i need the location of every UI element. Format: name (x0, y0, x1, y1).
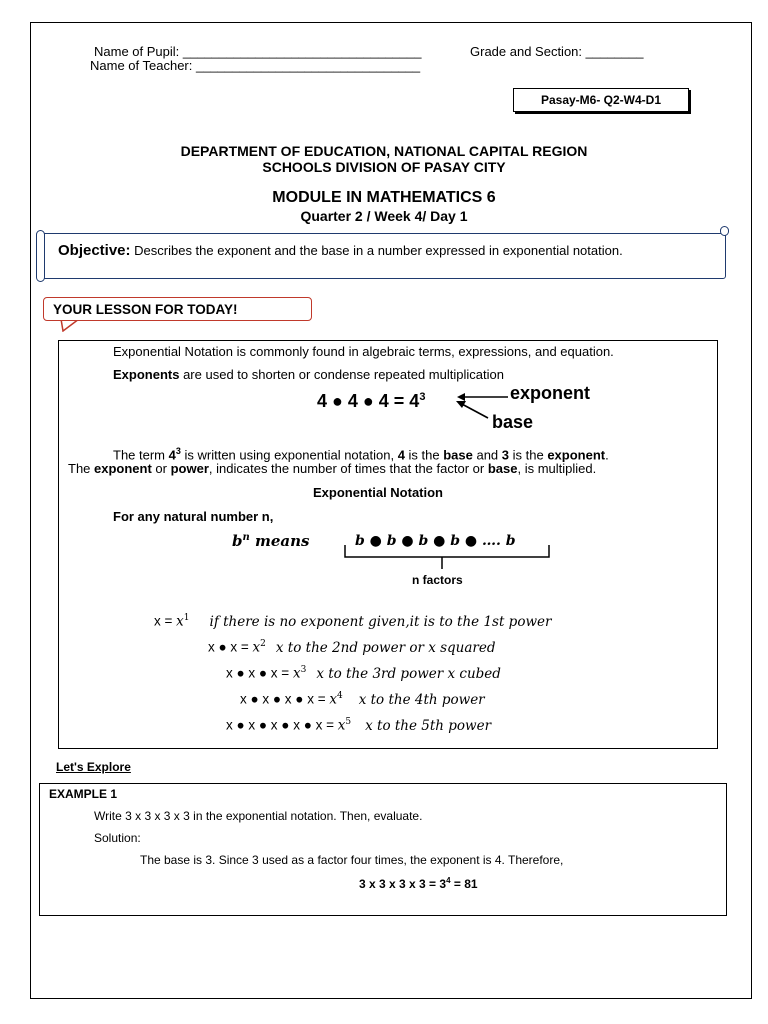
answer-sup: 4 (446, 876, 451, 885)
scroll-curl-left (36, 230, 45, 282)
answer-lhs: 3 x 3 x 3 x 3 = 3 (359, 877, 447, 891)
factors-brace (343, 544, 553, 570)
example-title: EXAMPLE 1 (49, 787, 118, 801)
power-row-base: x (337, 717, 346, 734)
power-row-lhs: x ● x ● x = (226, 665, 293, 681)
term-text-4: and (472, 447, 502, 463)
term-text-5: is the (509, 447, 548, 463)
power-row-base: x (329, 691, 337, 708)
term-text-3: is the (404, 447, 444, 463)
lesson-intro: Exponential Notation is commonly found in algebraic terms, expressions, and equation. (113, 344, 614, 359)
term-explanation (113, 446, 609, 462)
power-row-base: x (252, 639, 261, 656)
power-row-sup: 1 (183, 613, 190, 623)
power-text-4: , is multiplied. (517, 461, 597, 476)
example-sup: 3 (419, 391, 426, 403)
power-row-3 (226, 665, 501, 682)
department-title: DEPARTMENT OF EDUCATION, NATIONAL CAPITAL REGION (180, 143, 588, 159)
bn-sup: n (242, 532, 250, 543)
objective-label: Objective: (58, 242, 131, 259)
power-bold-base: base (487, 461, 518, 476)
power-row-sup: 3 (300, 665, 307, 675)
objective-banner (40, 233, 726, 279)
power-text-1: The (68, 461, 95, 476)
term-bold-exponent-value: 3 (501, 447, 510, 463)
power-row-lhs: x ● x = (208, 639, 253, 655)
power-bold-power: power (170, 461, 209, 476)
term-sup-3: 3 (175, 446, 181, 456)
example-instruction: Write 3 x 3 x 3 x 3 in the exponential notation. Then, evaluate. (94, 809, 423, 823)
bn-word: means (249, 532, 310, 550)
pupil-name-field: Name of Pupil: _________________________________ (94, 44, 422, 59)
exponents-bold: Exponents (113, 367, 180, 382)
example-expression (317, 391, 425, 412)
base-label: base (492, 412, 534, 432)
solution-label: Solution: (94, 831, 141, 845)
power-row-sup: 4 (336, 691, 343, 701)
exponents-sentence (113, 367, 504, 382)
lesson-for-today-tag: YOUR LESSON FOR TODAY! (43, 297, 312, 321)
module-code-box: Pasay-M6- Q2-W4-D1 (513, 88, 689, 112)
power-row-4 (240, 691, 485, 708)
power-row-base: x (292, 665, 301, 682)
lets-explore-heading: Let's Explore (56, 760, 131, 774)
term-text-1: The term (113, 447, 169, 463)
teacher-name-field: Name of Teacher: _______________________________ (90, 58, 421, 73)
power-row-desc: x to the 3rd power x cubed (316, 665, 501, 682)
bn-means (232, 532, 310, 550)
power-row-desc: if there is no exponent given,it is to the 1st power (209, 613, 552, 630)
power-row-desc: x to the 4th power (358, 691, 485, 708)
solution-text: The base is 3. Since 3 used as a factor four times, the exponent is 4. Therefore, (140, 853, 564, 867)
exponent-label: exponent (510, 383, 591, 403)
answer-rhs: = 81 (450, 877, 478, 891)
scroll-curl-right (720, 226, 729, 236)
natural-number-line: For any natural number n, (113, 509, 274, 524)
power-explanation (68, 461, 596, 476)
example-expr: 4 ● 4 ● 4 = 4 (317, 391, 420, 411)
objective-text (58, 242, 623, 259)
power-bold-exponent: exponent (94, 461, 152, 476)
power-text-3: , indicates the number of times that the factor or (208, 461, 488, 476)
power-row-lhs: x ● x ● x ● x = (240, 691, 330, 707)
module-title: MODULE IN MATHEMATICS 6 (272, 189, 496, 206)
term-text-2: is written using exponential notation, (180, 447, 398, 463)
bn-base: b (232, 532, 243, 550)
example-box (39, 783, 727, 916)
term-text-6: . (605, 447, 609, 463)
power-row-lhs: x ● x ● x ● x ● x = (226, 717, 338, 733)
power-row-desc: x to the 5th power (365, 717, 492, 734)
answer-equation (359, 876, 478, 891)
term-bold-exponent: exponent (547, 447, 606, 463)
exponents-rest: are used to shorten or condense repeated multiplication (179, 367, 504, 382)
objective-description: Describes the exponent and the base in a number expressed in exponential notation. (130, 243, 623, 258)
term-bold-base: base (443, 447, 473, 463)
quarter-subtitle: Quarter 2 / Week 4/ Day 1 (300, 208, 468, 224)
power-row-sup: 5 (345, 717, 352, 727)
term-bold-base-value: 4 (397, 447, 405, 463)
power-text-2: or (151, 461, 171, 476)
factors-expression: b ● b ● b ● b ● …. b (355, 533, 516, 549)
power-row-5 (226, 717, 491, 734)
power-row-lhs: x = (154, 613, 177, 629)
power-row-2 (208, 639, 496, 656)
n-factors-label: n factors (412, 573, 463, 587)
notation-heading: Exponential Notation (313, 485, 443, 500)
division-title: SCHOOLS DIVISION OF PASAY CITY (262, 159, 506, 175)
power-row-base: x (176, 613, 184, 630)
grade-section-field: Grade and Section: ________ (470, 44, 644, 59)
power-row-desc: x to the 2nd power or x squared (275, 639, 496, 656)
term-bold-4: 4 (168, 447, 176, 463)
power-row-1 (154, 613, 551, 630)
power-row-sup: 2 (260, 639, 266, 649)
